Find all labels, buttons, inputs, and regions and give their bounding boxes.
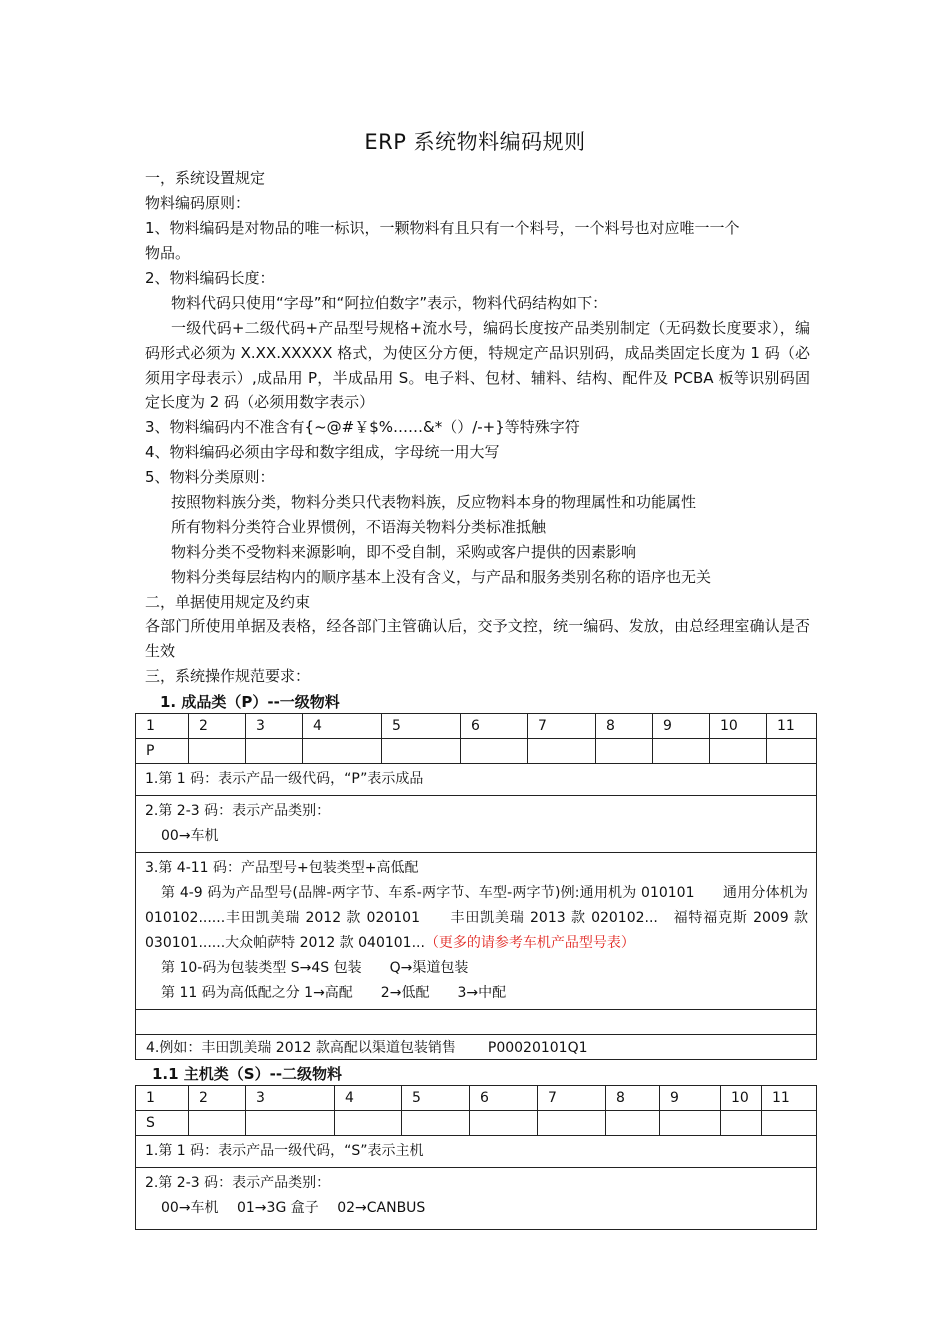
section-1-heading: 一，系统设置规定	[145, 169, 266, 187]
table-2-row-code-2-3	[136, 1168, 817, 1230]
table-cell	[596, 739, 653, 764]
table-1-code-row	[136, 739, 817, 764]
table-cell	[470, 1111, 538, 1136]
table-cell: 1.第 1 码：表示产品一级代码，“S”表示主机	[136, 1136, 817, 1168]
principle-5-heading: 5、物料分类原则：	[145, 468, 275, 486]
table-1-empty-row	[136, 1010, 817, 1035]
principle-3: 3、物料编码内不准含有{~@#￥$%……&*（）/-+}等特殊字符	[145, 418, 580, 436]
table-1-row-code-2-3	[136, 796, 817, 853]
table-cell: 2	[189, 714, 246, 739]
principle-2-heading: 2、物料编码长度：	[145, 269, 275, 287]
table-cell	[660, 1111, 721, 1136]
principle-5-item: 物料分类每层结构内的顺序基本上没有含义，与产品和服务类别名称的语序也无关	[171, 568, 712, 586]
table-cell: 4	[335, 1086, 402, 1111]
table-cell	[136, 796, 817, 853]
table-2	[135, 1085, 817, 1230]
row-text	[145, 881, 808, 956]
table-cell	[653, 739, 710, 764]
table-cell: 1	[136, 1086, 189, 1111]
row-text: 第 11 码为高低配之分 1→高配 2→低配 3→中配	[161, 985, 507, 1001]
table-cell: 7	[538, 1086, 606, 1111]
table-cell	[136, 1168, 817, 1230]
example-text: 4.例如：丰田凯美瑞 2012 款高配以渠道包装销售	[146, 1040, 456, 1056]
row-text: 2.第 2-3 码：表示产品类别：	[145, 803, 331, 819]
principle-heading: 物料编码原则：	[145, 194, 251, 212]
document-title: ERP 系统物料编码规则	[364, 130, 586, 154]
principle-5-item: 按照物料族分类，物料分类只代表物料族，反应物料本身的物理属性和功能属性	[171, 493, 697, 511]
table-cell	[402, 1111, 470, 1136]
table-2-header-row	[136, 1086, 817, 1111]
table-cell	[461, 739, 528, 764]
table-cell: 3	[246, 714, 303, 739]
principle-5-item: 物料分类不受物料来源影响，即不受自制，采购或客户提供的因素影响	[171, 543, 637, 561]
table-cell: 3	[246, 1086, 335, 1111]
table-1-header-row	[136, 714, 817, 739]
principle-5-item: 所有物料分类符合业界惯例，不语海关物料分类标准抵触	[171, 518, 547, 536]
table-cell	[189, 1111, 246, 1136]
principle-1-line-2: 物品。	[145, 244, 191, 262]
table-cell	[136, 1010, 817, 1035]
table-cell	[246, 739, 303, 764]
table-cell: P	[136, 739, 189, 764]
section-2-paragraph: 各部门所使用单据及表格，经各部门主管确认后，交予文控，统一编码、发放，由总经理室确认是否生效	[145, 617, 810, 660]
table-2-caption: 1.1 主机类（S）--二级物料	[152, 1065, 343, 1083]
table-cell: 11	[767, 714, 817, 739]
row-text: 00→车机	[161, 828, 219, 844]
table-cell	[538, 1111, 606, 1136]
table-cell	[335, 1111, 402, 1136]
table-cell: 2	[189, 1086, 246, 1111]
row-text: 00→车机 01→3G 盒子 02→CANBUS	[161, 1200, 426, 1216]
table-1-caption: 1. 成品类（P）--一级物料	[160, 693, 340, 711]
table-cell	[528, 739, 596, 764]
table-2-code-row	[136, 1111, 817, 1136]
table-cell: 4	[303, 714, 382, 739]
table-cell: 1	[136, 714, 189, 739]
table-cell	[136, 1035, 817, 1060]
table-cell	[382, 739, 461, 764]
table-cell	[189, 739, 246, 764]
table-cell	[767, 739, 817, 764]
principle-2-line: 物料代码只使用“字母”和“阿拉伯数字”表示，物料代码结构如下：	[171, 294, 608, 312]
table-1-row-code-1	[136, 764, 817, 796]
section-3-heading: 三，系统操作规范要求：	[145, 667, 311, 685]
table-cell: 10	[721, 1086, 762, 1111]
table-cell: 10	[710, 714, 767, 739]
table-cell	[303, 739, 382, 764]
table-cell	[721, 1111, 762, 1136]
principle-4: 4、物料编码必须由字母和数字组成，字母统一用大写	[145, 443, 500, 461]
table-cell: S	[136, 1111, 189, 1136]
row-text: 2.第 2-3 码：表示产品类别：	[145, 1175, 331, 1191]
section-2-heading: 二，单据使用规定及约束	[145, 593, 311, 611]
example-code: P00020101Q1	[487, 1040, 588, 1056]
table-cell	[710, 739, 767, 764]
table-1-example-row	[136, 1035, 817, 1060]
table-cell: 9	[660, 1086, 721, 1111]
table-1-row-code-4-11	[136, 853, 817, 1010]
table-cell: 9	[653, 714, 710, 739]
principle-2-paragraph: 一级代码+二级代码+产品型号规格+流水号，编码长度按产品类别制定（无码数长度要求），编码形式必须为 X.XX.XXXXX 格式，为使区分方便，特规定产品识别码，成品类固定长度为 1 码（必须用字母表示）,成品用 P，半成品用 S。电子料、包材、辅料、结构、配件及 PCBA 板等识别码固定长度为 2 码（必须用数字表示）	[145, 319, 810, 412]
table-cell	[136, 853, 817, 1010]
table-cell: 6	[461, 714, 528, 739]
table-cell: 5	[402, 1086, 470, 1111]
row-text: 第 10-码为包装类型 S→4S 包装 Q→渠道包装	[161, 960, 469, 976]
principle-1-line-1: 1、物料编码是对物品的唯一标识，一颗物料有且只有一个料号，一个料号也对应唯一一个	[145, 219, 740, 237]
table-cell	[606, 1111, 660, 1136]
table-2-row-code-1	[136, 1136, 817, 1168]
table-cell: 8	[596, 714, 653, 739]
table-cell: 8	[606, 1086, 660, 1111]
model-table-reference: （更多的请参考车机产品型号表）	[424, 935, 635, 951]
table-cell: 5	[382, 714, 461, 739]
table-cell: 7	[528, 714, 596, 739]
table-cell	[762, 1111, 817, 1136]
table-cell	[246, 1111, 335, 1136]
model-code-text: 第 4-9 码为产品型号(品牌-两字节、车系-两字节、车型-两字节)例:通用机为 010101 通用分体机为 010102......丰田凯美瑞 2012 款 020101 丰田凯美瑞 2013 款 020102... 福特福克斯 2009 款 030101......大众帕萨特 2012 款 040101...	[145, 885, 808, 951]
table-1	[135, 713, 817, 1060]
table-cell: 1.第 1 码：表示产品一级代码，“P”表示成品	[136, 764, 817, 796]
table-cell: 6	[470, 1086, 538, 1111]
row-text: 3.第 4-11 码：产品型号+包装类型+高低配	[145, 860, 419, 876]
table-cell: 11	[762, 1086, 817, 1111]
